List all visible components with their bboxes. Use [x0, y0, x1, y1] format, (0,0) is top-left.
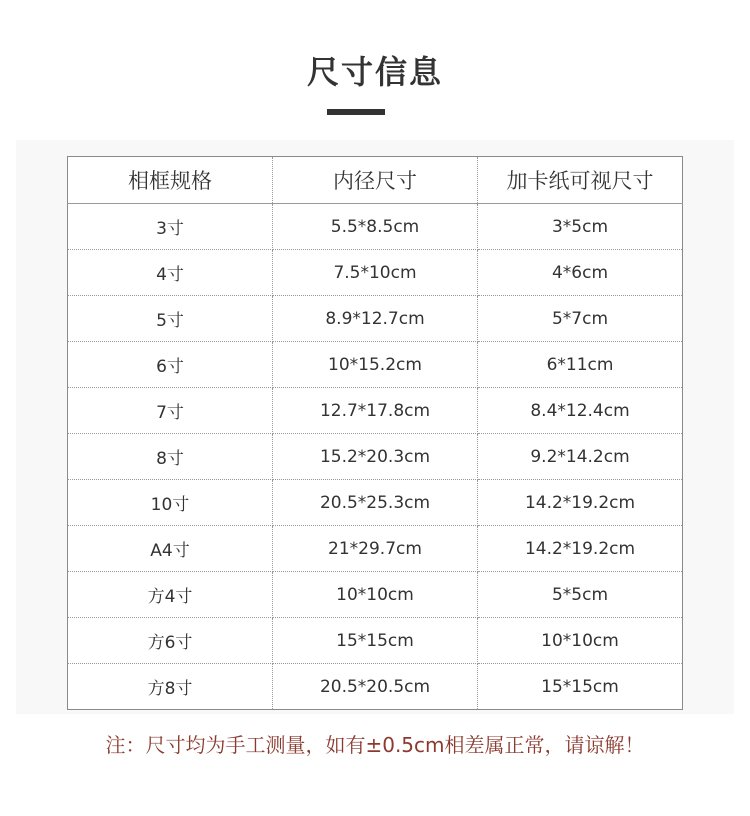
table-row — [68, 664, 683, 710]
table-row — [68, 342, 683, 388]
cell-inner-size: 5.5*8.5cm — [273, 204, 478, 250]
table-row — [68, 388, 683, 434]
cell-frame-spec: 7寸 — [68, 388, 273, 434]
cell-inner-size: 10*15.2cm — [273, 342, 478, 388]
header-inner-size: 内径尺寸 — [273, 157, 478, 204]
cell-frame-spec: 4寸 — [68, 250, 273, 296]
page-title: 尺寸信息 — [306, 53, 443, 91]
cell-visible-size: 14.2*19.2cm — [478, 526, 683, 572]
cell-inner-size: 20.5*25.3cm — [273, 480, 478, 526]
measurement-note: 注：尺寸均为手工测量，如有±0.5cm相差属正常，请谅解！ — [105, 733, 645, 757]
table-row — [68, 618, 683, 664]
cell-frame-spec: 3寸 — [68, 204, 273, 250]
table-row — [68, 480, 683, 526]
cell-visible-size: 10*10cm — [478, 618, 683, 664]
cell-frame-spec: 方8寸 — [68, 664, 273, 710]
cell-visible-size: 3*5cm — [478, 204, 683, 250]
cell-inner-size: 15.2*20.3cm — [273, 434, 478, 480]
cell-inner-size: 10*10cm — [273, 572, 478, 618]
cell-inner-size: 21*29.7cm — [273, 526, 478, 572]
cell-visible-size: 8.4*12.4cm — [478, 388, 683, 434]
table-row — [68, 434, 683, 480]
cell-visible-size: 6*11cm — [478, 342, 683, 388]
table-row — [68, 250, 683, 296]
table-header-row — [68, 157, 683, 204]
title-underline — [327, 109, 385, 115]
cell-frame-spec: 8寸 — [68, 434, 273, 480]
cell-frame-spec: 6寸 — [68, 342, 273, 388]
table-row — [68, 204, 683, 250]
cell-inner-size: 20.5*20.5cm — [273, 664, 478, 710]
cell-frame-spec: 5寸 — [68, 296, 273, 342]
cell-inner-size: 8.9*12.7cm — [273, 296, 478, 342]
cell-visible-size: 14.2*19.2cm — [478, 480, 683, 526]
cell-inner-size: 15*15cm — [273, 618, 478, 664]
table-row — [68, 296, 683, 342]
header-frame-spec: 相框规格 — [68, 157, 273, 204]
cell-visible-size: 15*15cm — [541, 676, 619, 697]
cell-frame-spec: 方4寸 — [68, 572, 273, 618]
cell-frame-spec: A4寸 — [68, 526, 273, 572]
cell-visible-size: 5*5cm — [478, 572, 683, 618]
cell-inner-size: 12.7*17.8cm — [273, 388, 478, 434]
table-row — [68, 526, 683, 572]
cell-frame-spec: 10寸 — [68, 480, 273, 526]
cell-inner-size: 7.5*10cm — [273, 250, 478, 296]
size-table — [67, 156, 683, 710]
table-row — [68, 572, 683, 618]
header-visible-size: 加卡纸可视尺寸 — [478, 157, 683, 204]
cell-visible-size: 5*7cm — [478, 296, 683, 342]
cell-visible-size: 4*6cm — [478, 250, 683, 296]
cell-visible-size: 9.2*14.2cm — [478, 434, 683, 480]
cell-frame-spec: 方6寸 — [68, 618, 273, 664]
